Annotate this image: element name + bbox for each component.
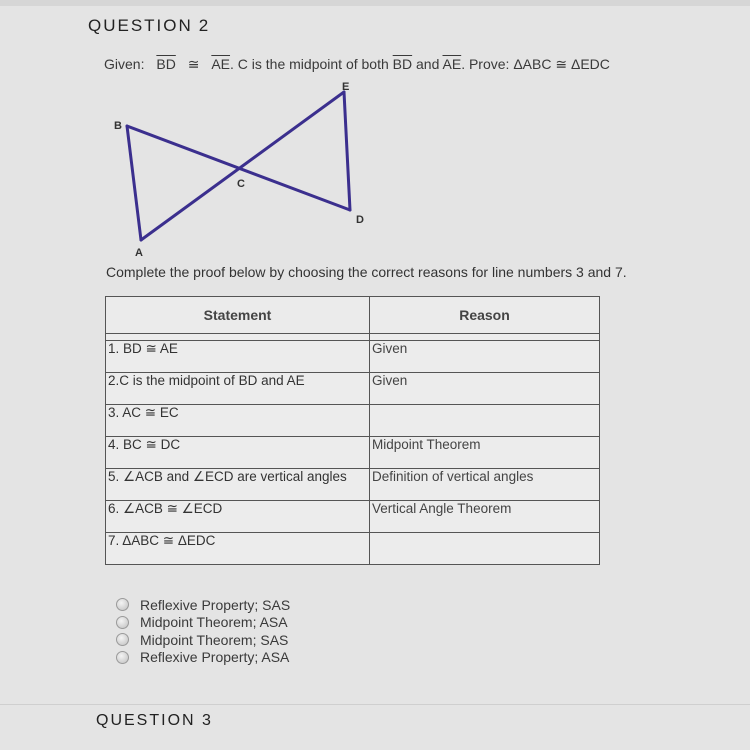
midpoint-text: . C is the midpoint of both	[230, 56, 389, 72]
table-header-row	[106, 297, 600, 334]
segment-ae: $\overline{AE}$	[211, 56, 231, 72]
statement-header: Statement	[106, 297, 370, 334]
reason-cell: Given	[370, 341, 600, 373]
statement-cell: 5. ∠ACB and ∠ECD are vertical angles	[106, 469, 370, 501]
reason-cell: Midpoint Theorem	[370, 437, 600, 469]
segment-ae-2: $\overline{AE}$	[442, 56, 462, 72]
table-row	[106, 533, 600, 565]
vertex-d-label: D	[356, 214, 364, 226]
vertex-e-label: E	[342, 81, 350, 93]
radio-button[interactable]	[116, 598, 129, 611]
segment-de-line	[344, 92, 350, 210]
table-row	[106, 373, 600, 405]
question-heading	[88, 16, 210, 36]
next-question-heading	[96, 712, 213, 730]
option-label: Reflexive Property; ASA	[140, 649, 290, 666]
answer-options	[116, 596, 290, 666]
statement-cell: 3. AC ≅ EC	[106, 405, 370, 437]
option-label: Reflexive Property; SAS	[140, 596, 291, 613]
segment-ae-line	[141, 92, 344, 240]
answer-option-2[interactable]	[116, 614, 290, 632]
next-question-word: QUESTION	[96, 712, 196, 729]
given-prefix: Given:	[104, 56, 145, 72]
congruent-symbol: ≅	[187, 56, 200, 72]
answer-option-3[interactable]	[116, 631, 290, 649]
proof-table	[105, 296, 600, 565]
radio-button[interactable]	[116, 633, 129, 646]
top-bar	[0, 0, 750, 6]
reason-cell: Given	[370, 373, 600, 405]
given-statement	[104, 56, 610, 73]
option-label: Midpoint Theorem; SAS	[140, 631, 289, 648]
statement-cell: 7. ΔABC ≅ ΔEDC	[106, 533, 370, 565]
vertex-b-label: B	[114, 120, 122, 132]
reason-cell-blank	[370, 405, 600, 437]
segment-bd: $\overline{BD}$	[156, 56, 176, 72]
answer-option-1[interactable]	[116, 596, 290, 614]
option-label: Midpoint Theorem; ASA	[140, 614, 288, 631]
reason-cell-blank	[370, 533, 600, 565]
table-row	[106, 469, 600, 501]
table-row	[106, 405, 600, 437]
vertex-c-label: C	[237, 178, 245, 190]
question-number: 2	[198, 16, 211, 35]
reason-cell: Vertical Angle Theorem	[370, 501, 600, 533]
statement-cell: 1. BD ≅ AE	[106, 341, 370, 373]
vertex-a-label: A	[135, 247, 143, 258]
prove-text: . Prove: ΔABC ≅ ΔEDC	[461, 56, 610, 72]
segment-bd-2: $\overline{BD}$	[392, 56, 413, 72]
radio-button[interactable]	[116, 651, 129, 664]
section-divider	[0, 704, 750, 705]
statement-cell: 2.C is the midpoint of BD and AE	[106, 373, 370, 405]
reason-header: Reason	[370, 297, 600, 334]
answer-option-4[interactable]	[116, 649, 290, 667]
statement-cell: 6. ∠ACB ≅ ∠ECD	[106, 501, 370, 533]
table-row	[106, 437, 600, 469]
and-text: and	[416, 56, 440, 72]
next-question-number: 3	[202, 712, 213, 729]
segment-ab-line	[127, 126, 141, 240]
radio-button[interactable]	[116, 616, 129, 629]
reason-cell: Definition of vertical angles	[370, 469, 600, 501]
instruction-text: Complete the proof below by choosing the correct reasons for line numbers 3 and 7.	[106, 264, 627, 280]
question-word: QUESTION	[88, 16, 193, 35]
table-row	[106, 501, 600, 533]
bowtie-triangles-figure	[100, 78, 390, 258]
table-row	[106, 341, 600, 373]
statement-cell: 4. BC ≅ DC	[106, 437, 370, 469]
